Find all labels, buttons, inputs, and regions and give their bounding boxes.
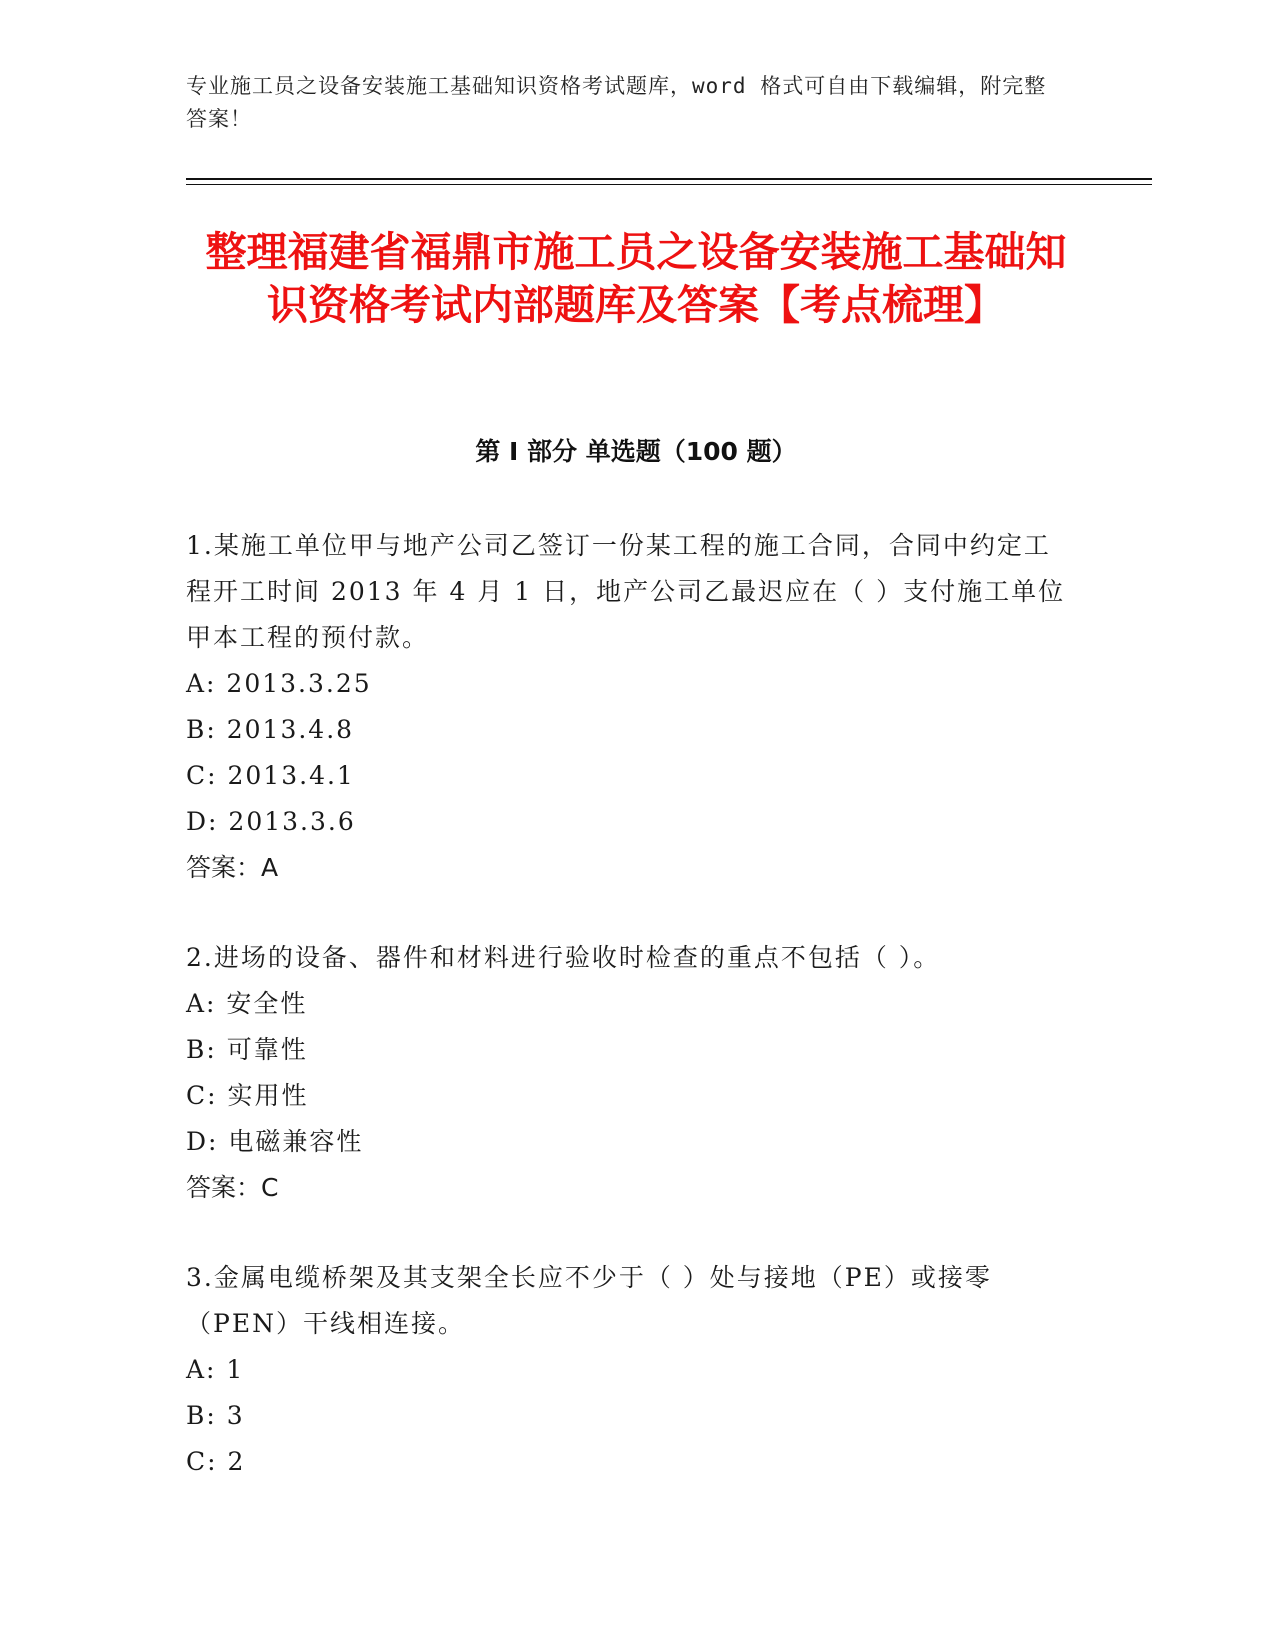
section-title: 第 I 部分 单选题（100 题）	[475, 437, 797, 466]
answer: 答案：A	[186, 853, 279, 882]
answer: 答案：C	[186, 1173, 279, 1202]
option-c: C: 2	[186, 1447, 246, 1476]
option-a: A: 1	[186, 1355, 245, 1384]
option-b: B: 2013.4.8	[186, 715, 355, 744]
option-a: A: 2013.3.25	[186, 669, 372, 698]
option-d: D: 电磁兼容性	[186, 1127, 364, 1156]
question-stem: 1.某施工单位甲与地产公司乙签订一份某工程的施工合同，合同中约定工程开工时间 2013 年 4 月 1 日，地产公司乙最迟应在（ ）支付施工单位甲本工程的预付款。	[186, 531, 1066, 652]
question-1	[186, 523, 1066, 891]
header-note: 专业施工员之设备安装施工基础知识资格考试题库，word 格式可自由下载编辑，附完整答案！	[186, 74, 1047, 131]
option-c: C: 实用性	[186, 1081, 309, 1110]
header-divider-thin	[186, 184, 1152, 185]
question-stem: 2.进场的设备、器件和材料进行验收时检查的重点不包括（ ）。	[186, 943, 941, 972]
header-divider-thick	[186, 178, 1152, 180]
option-d: D: 2013.3.6	[186, 807, 356, 836]
question-3	[186, 1255, 1066, 1485]
option-a: A: 安全性	[186, 989, 308, 1018]
option-b: B: 可靠性	[186, 1035, 308, 1064]
option-c: C: 2013.4.1	[186, 761, 355, 790]
option-b: B: 3	[186, 1401, 245, 1430]
document-title: 整理福建省福鼎市施工员之设备安装施工基础知识资格考试内部题库及答案【考点梳理】	[205, 228, 1067, 329]
question-2	[186, 935, 1066, 1211]
question-stem: 3.金属电缆桥架及其支架全长应不少于（ ）处与接地（PE）或接零（PEN）干线相连接。	[186, 1263, 992, 1338]
question-list	[186, 523, 1066, 1529]
